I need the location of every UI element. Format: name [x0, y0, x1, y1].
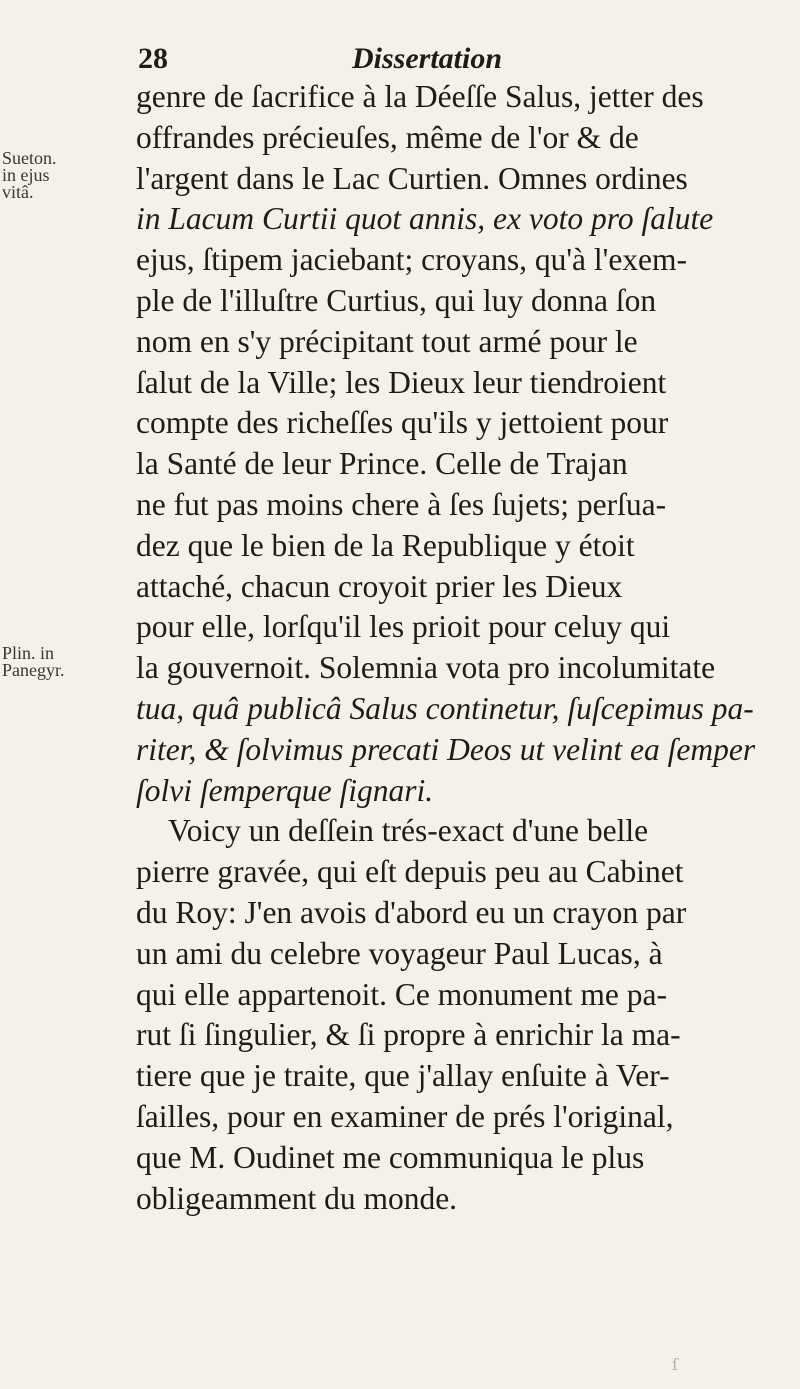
text-line: la Santé de leur Prince. Celle de Trajan [136, 446, 628, 482]
body-text [136, 77, 766, 1219]
page-header [110, 42, 760, 82]
text-line: tua, quâ publicâ Salus continetur, ſuſcepimus pa- [136, 690, 754, 726]
page-number: 28 [138, 42, 168, 75]
text-line: genre de ſacrifice à la Déeſſe Salus, jetter des [136, 79, 704, 114]
margin-note-plin [2, 645, 102, 679]
text-line: compte des richeſſes qu'ils y jettoient pour [136, 405, 669, 441]
text-line: rut ſi ſingulier, & ſi propre à enrichir la ma- [136, 1017, 681, 1053]
text-line: ejus, ſtipem jaciebant; croyans, qu'à l'exem- [136, 242, 688, 278]
text-line: tiere que je traite, que j'allay enſuite à Ver- [136, 1058, 670, 1094]
text-line: attaché, chacun croyoit prier les Dieux [136, 568, 623, 604]
text-line: Voicy un deſſein trés-exact d'une belle [168, 813, 649, 849]
text-line: dez que le bien de la Republique y étoit [136, 527, 635, 563]
footer-mark: ſ [672, 1355, 678, 1374]
text-line: l'argent dans le Lac Curtien. Omnes ordines [136, 160, 688, 196]
text-line: offrandes précieuſes, même de l'or & de [136, 119, 639, 155]
text-line: ſalut de la Ville; les Dieux leur tiendroient [136, 364, 667, 400]
text-line: que M. Oudinet me communiqua le plus [136, 1139, 645, 1175]
margin-note-sueton [2, 150, 102, 201]
text-line: un ami du celebre voyageur Paul Lucas, à [136, 935, 663, 971]
text-line: ſailles, pour en examiner de prés l'original, [136, 1098, 674, 1134]
text-line: la gouvernoit. Solemnia vota pro incolumitate [136, 650, 716, 686]
text-line: pour elle, lorſqu'il les prioit pour celuy qui [136, 609, 671, 645]
text-line: qui elle appartenoit. Ce monument me pa- [136, 976, 667, 1012]
margin-note-text: Sueton. in ejus vitâ. [2, 148, 57, 202]
text-line: riter, & ſolvimus precati Deos ut velint ea ſemper [136, 731, 756, 767]
text-line: obligeamment du monde. [136, 1180, 458, 1216]
text-line: nom en s'y précipitant tout armé pour le [136, 323, 638, 359]
text-line: ne fut pas moins chere à ſes ſujets; perſua- [136, 486, 667, 522]
text-line: pierre gravée, qui eſt depuis peu au Cabinet [136, 854, 684, 890]
text-line: in Lacum Curtii quot annis, ex voto pro ſalute [136, 201, 714, 237]
running-title: Dissertation [352, 42, 503, 75]
margin-note-text: Plin. in Panegyr. [2, 643, 65, 680]
text-line: du Roy: J'en avois d'abord eu un crayon par [136, 894, 687, 930]
text-line: ple de l'illuſtre Curtius, qui luy donna ſon [136, 282, 657, 318]
text-line: ſolvi ſemperque ſignari. [136, 772, 434, 808]
